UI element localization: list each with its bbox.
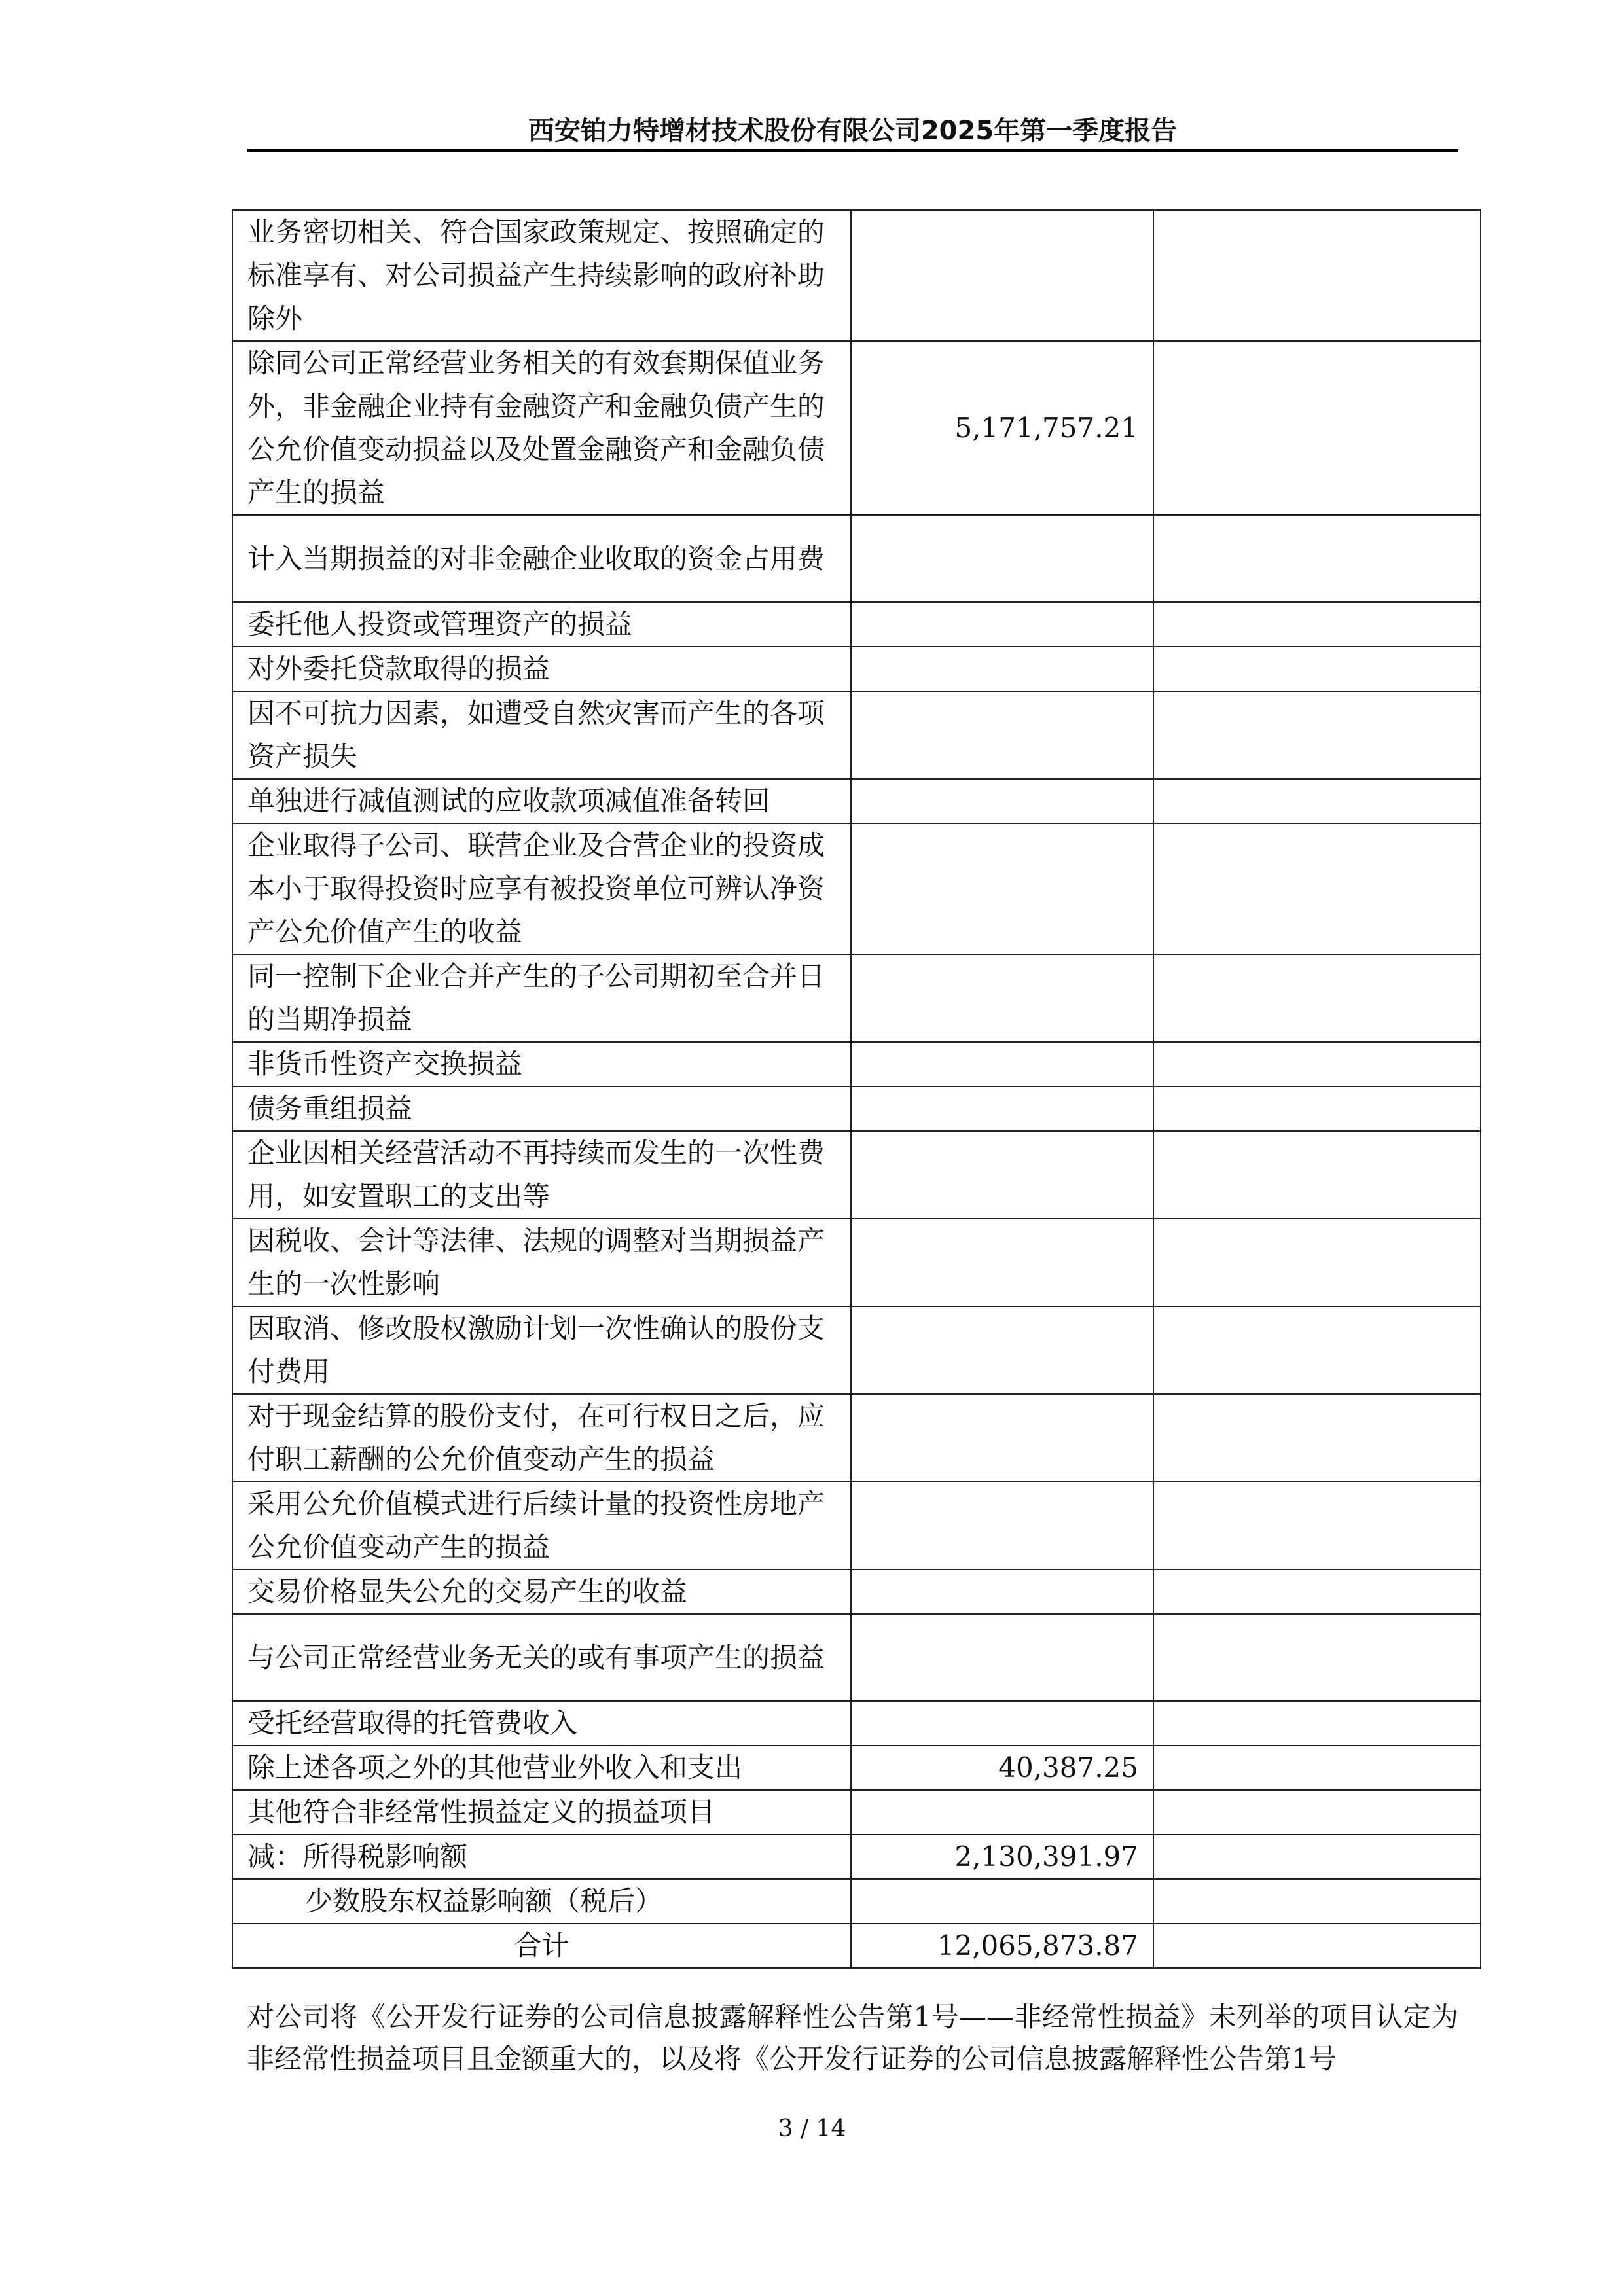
item-cell: 单独进行减值测试的应收款项减值准备转回 — [232, 779, 851, 823]
amount-cell — [851, 1790, 1153, 1835]
table-row — [232, 1835, 1481, 1879]
amount-cell — [851, 1570, 1153, 1614]
table-row — [232, 691, 1481, 779]
table-row — [232, 1614, 1481, 1701]
note-cell — [1153, 1746, 1481, 1790]
note-cell — [1153, 1701, 1481, 1746]
note-cell — [1153, 954, 1481, 1042]
table-row — [232, 1394, 1481, 1482]
table-row — [232, 515, 1481, 602]
non-recurring-gains-table — [232, 209, 1481, 1969]
body-paragraph: 对公司将《公开发行证券的公司信息披露解释性公告第1号——非经常性损益》未列举的项目认定为非经常性损益项目且金额重大的，以及将《公开发行证券的公司信息披露解释性公告第1号 — [247, 2001, 1458, 2075]
note-cell — [1153, 1924, 1481, 1968]
note-cell — [1153, 1042, 1481, 1086]
table-row — [232, 1042, 1481, 1086]
item-cell: 企业取得子公司、联营企业及合营企业的投资成本小于取得投资时应享有被投资单位可辨认净资产公允价值产生的收益 — [232, 823, 851, 954]
item-cell: 业务密切相关、符合国家政策规定、按照确定的标准享有、对公司损益产生持续影响的政府补助除外 — [232, 210, 851, 341]
table-row — [232, 1924, 1481, 1968]
table-row — [232, 210, 1481, 341]
note-cell — [1153, 1482, 1481, 1570]
table-row — [232, 1570, 1481, 1614]
item-cell: 因不可抗力因素，如遭受自然灾害而产生的各项资产损失 — [232, 691, 851, 779]
item-cell: 因税收、会计等法律、法规的调整对当期损益产生的一次性影响 — [232, 1219, 851, 1306]
item-cell: 对于现金结算的股份支付，在可行权日之后，应付职工薪酬的公允价值变动产生的损益 — [232, 1394, 851, 1482]
item-cell: 与公司正常经营业务无关的或有事项产生的损益 — [232, 1614, 851, 1701]
amount-cell — [851, 1394, 1153, 1482]
table-row — [232, 1482, 1481, 1570]
amount-cell — [851, 1614, 1153, 1701]
table-row — [232, 647, 1481, 691]
amount-cell — [851, 1306, 1153, 1394]
amount-cell: 5,171,757.21 — [851, 341, 1153, 515]
table-row — [232, 1746, 1481, 1790]
note-cell — [1153, 341, 1481, 515]
amount-cell — [851, 515, 1153, 602]
amount-cell — [851, 1482, 1153, 1570]
amount-cell: 12,065,873.87 — [851, 1924, 1153, 1968]
item-cell: 交易价格显失公允的交易产生的收益 — [232, 1570, 851, 1614]
item-cell: 合计 — [232, 1924, 851, 1968]
item-cell: 受托经营取得的托管费收入 — [232, 1701, 851, 1746]
note-cell — [1153, 1835, 1481, 1879]
item-cell: 非货币性资产交换损益 — [232, 1042, 851, 1086]
note-cell — [1153, 1614, 1481, 1701]
amount-cell — [851, 1701, 1153, 1746]
amount-cell: 40,387.25 — [851, 1746, 1153, 1790]
table-row — [232, 1306, 1481, 1394]
report-header-title: 西安铂力特增材技术股份有限公司2025年第一季度报告 — [528, 116, 1178, 146]
amount-cell — [851, 1042, 1153, 1086]
table-row — [232, 1701, 1481, 1746]
amount-cell — [851, 954, 1153, 1042]
table-row — [232, 602, 1481, 647]
item-cell: 债务重组损益 — [232, 1086, 851, 1131]
table-row — [232, 779, 1481, 823]
note-cell — [1153, 1394, 1481, 1482]
amount-cell — [851, 1879, 1153, 1924]
note-cell — [1153, 823, 1481, 954]
item-cell: 企业因相关经营活动不再持续而发生的一次性费用，如安置职工的支出等 — [232, 1131, 851, 1219]
note-cell — [1153, 1570, 1481, 1614]
note-cell — [1153, 1879, 1481, 1924]
note-cell — [1153, 1790, 1481, 1835]
item-cell: 对外委托贷款取得的损益 — [232, 647, 851, 691]
item-cell: 委托他人投资或管理资产的损益 — [232, 602, 851, 647]
note-cell — [1153, 1086, 1481, 1131]
table-row — [232, 341, 1481, 515]
amount-cell — [851, 1219, 1153, 1306]
note-cell — [1153, 210, 1481, 341]
amount-cell — [851, 210, 1153, 341]
amount-cell — [851, 1086, 1153, 1131]
item-cell: 减：所得税影响额 — [232, 1835, 851, 1879]
header-rule — [247, 149, 1458, 152]
item-cell: 因取消、修改股权激励计划一次性确认的股份支付费用 — [232, 1306, 851, 1394]
note-cell — [1153, 1219, 1481, 1306]
item-cell: 其他符合非经常性损益定义的损益项目 — [232, 1790, 851, 1835]
amount-cell — [851, 602, 1153, 647]
item-cell: 除上述各项之外的其他营业外收入和支出 — [232, 1746, 851, 1790]
amount-cell — [851, 823, 1153, 954]
note-cell — [1153, 691, 1481, 779]
table-row — [232, 954, 1481, 1042]
table-row — [232, 1790, 1481, 1835]
note-cell — [1153, 1131, 1481, 1219]
table-row — [232, 1131, 1481, 1219]
table-row — [232, 823, 1481, 954]
amount-cell — [851, 779, 1153, 823]
amount-cell — [851, 691, 1153, 779]
note-cell — [1153, 779, 1481, 823]
note-cell — [1153, 602, 1481, 647]
amount-cell: 2,130,391.97 — [851, 1835, 1153, 1879]
note-cell — [1153, 515, 1481, 602]
item-cell: 采用公允价值模式进行后续计量的投资性房地产公允价值变动产生的损益 — [232, 1482, 851, 1570]
table-row — [232, 1086, 1481, 1131]
item-cell: 除同公司正常经营业务相关的有效套期保值业务外，非金融企业持有金融资产和金融负债产生的公允价值变动损益以及处置金融资产和金融负债产生的损益 — [232, 341, 851, 515]
item-cell: 同一控制下企业合并产生的子公司期初至合并日的当期净损益 — [232, 954, 851, 1042]
item-cell: 计入当期损益的对非金融企业收取的资金占用费 — [232, 515, 851, 602]
page-number: 3 / 14 — [778, 2115, 846, 2142]
amount-cell — [851, 647, 1153, 691]
table-row — [232, 1879, 1481, 1924]
table-row — [232, 1219, 1481, 1306]
note-cell — [1153, 647, 1481, 691]
item-cell: 少数股东权益影响额（税后） — [232, 1879, 851, 1924]
amount-cell — [851, 1131, 1153, 1219]
note-cell — [1153, 1306, 1481, 1394]
